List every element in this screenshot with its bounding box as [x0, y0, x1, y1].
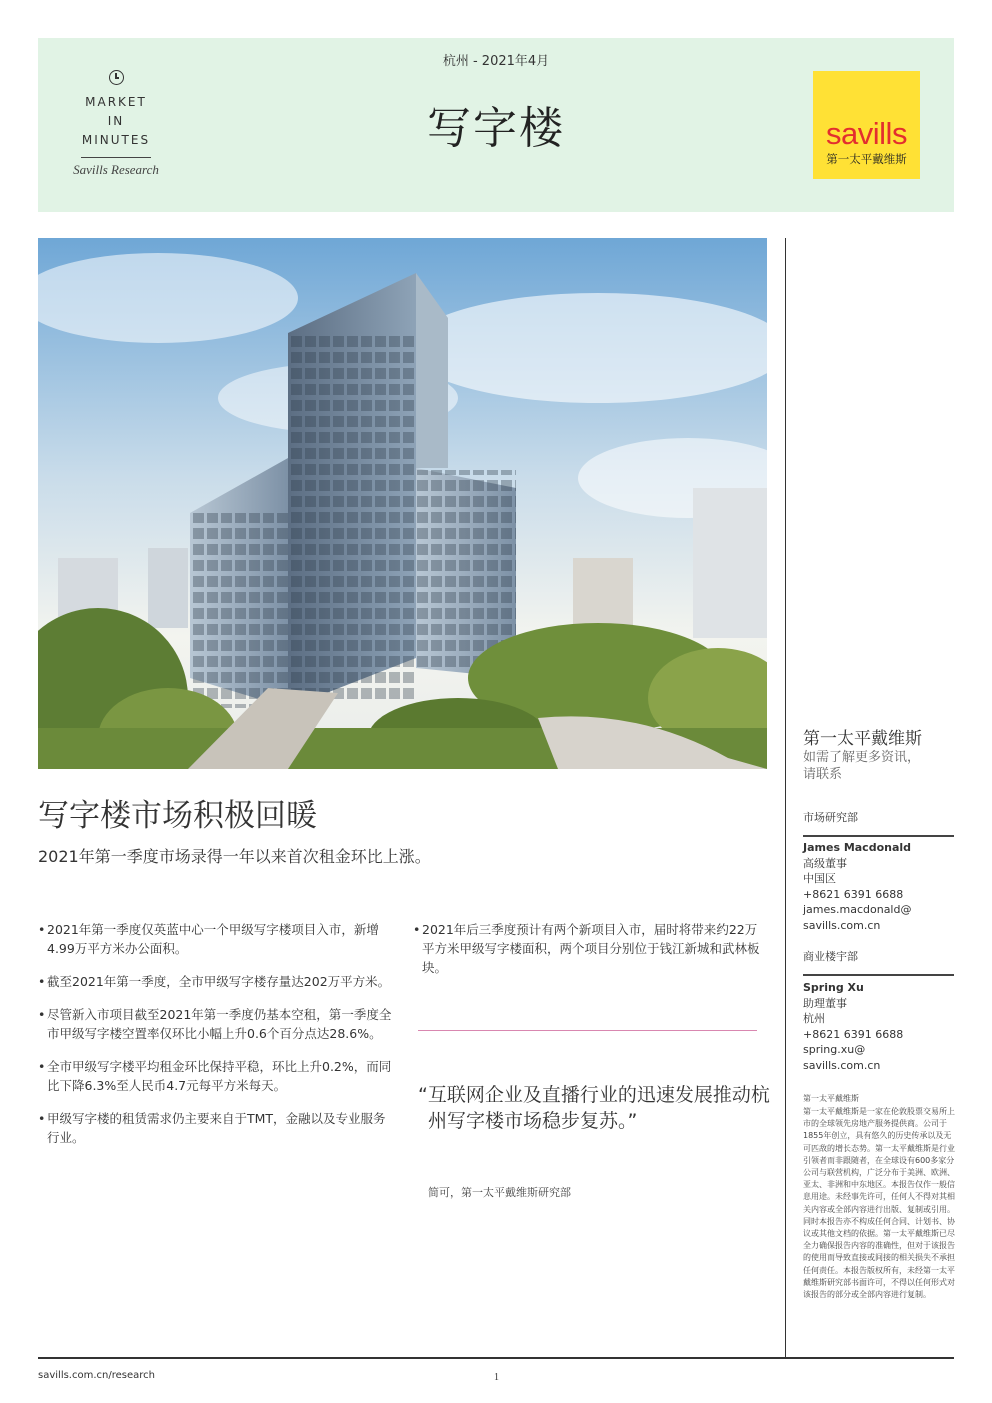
pull-quote: “互联网企业及直播行业的迅速发展推动杭州写字楼市场稳步复苏。”	[418, 1084, 770, 1132]
bullet-item: • 截至2021年第一季度，全市甲级写字楼存量达202万平方米。	[38, 972, 398, 991]
sidebar-dept-research: 市场研究部	[803, 811, 858, 824]
contact-email-1[interactable]: james.macdonald@	[803, 903, 912, 916]
sidebar-more-info	[803, 749, 954, 783]
bullet-item: • 2021年第一季度仅英蓝中心一个甲级写字楼项目入市，新增4.99万平方米办公面积。	[38, 920, 398, 958]
bullet-list-left	[38, 920, 398, 1161]
series-rule	[81, 157, 151, 158]
page-number: 1	[494, 1372, 499, 1383]
report-header	[38, 38, 954, 212]
report-subtitle: 杭州 - 2021年4月	[442, 54, 550, 69]
contact-region: 杭州	[803, 1012, 825, 1025]
disclaimer-heading: 第一太平戴维斯	[803, 1094, 859, 1103]
quote-divider	[418, 1030, 757, 1031]
contact-title: 高级董事	[803, 856, 847, 870]
office-tower-photo	[38, 238, 767, 769]
series-line-1: MARKET	[85, 95, 147, 109]
bullet-item: • 尽管新入市项目截至2021年第一季度仍基本空租，第一季度全市甲级写字楼空置率仅环比小幅上升0.6个百分点达28.6%。	[38, 1005, 398, 1043]
disclaimer-text: 第一太平戴维斯是一家在伦敦股票交易所上市的全球领先房地产服务提供商。公司于1855年创立，具有悠久的历史传承以及无可匹敌的增长态势。第一太平戴维斯是行业引领者而非跟随者，在全球设有600多家分公司与联营机构，广泛分布于美洲、欧洲、亚太、非洲和中东地区。本报告仅作一般信息用途。未经事先许可，任何人不得对其相关内容或全部内容进行出版、复制或引用。同时本报告亦不构成任何合同、计划书、协议或其他文档的依据。第一太平戴维斯已尽全力确保报告内容的准确性，但对于该报告的使用而导致直接或间接的相关损失不承担任何责任。本报告版权所有，未经第一太平戴维斯研究部书面许可，不得以任何形式对该报告的部分或全部内容进行复制。	[803, 1107, 955, 1300]
contact-name: Spring Xu	[803, 981, 864, 994]
sidebar-dept-commercial: 商业楼宇部	[803, 950, 858, 963]
footer-url[interactable]: savills.com.cn/research	[38, 1370, 155, 1381]
contact-name: James Macdonald	[803, 841, 912, 854]
sidebar-org: 第一太平戴维斯	[803, 729, 922, 749]
contact-email-1[interactable]: spring.xu@	[803, 1043, 866, 1056]
savills-logo	[813, 71, 920, 179]
more-info-line: 请联系	[803, 767, 843, 782]
main-headline: 写字楼市场积极回暖	[38, 798, 317, 834]
clock-icon	[109, 70, 124, 85]
series-line-3: MINUTES	[81, 133, 151, 147]
contact-phone[interactable]: +8621 6391 6688	[803, 887, 904, 901]
contact-phone[interactable]: +8621 6391 6688	[803, 1027, 904, 1041]
logo-cn-text: 第一太平戴维斯	[826, 152, 907, 166]
contact-spring	[803, 980, 954, 1073]
sidebar-rule	[803, 974, 954, 976]
contact-email-2[interactable]: savills.com.cn	[803, 918, 881, 932]
bullet-item: • 2021年后三季度预计有两个新项目入市，届时将带来约22万平方米甲级写字楼面积，两个项目分别位于钱江新城和武林板块。	[413, 920, 767, 977]
quote-source: 简可，第一太平戴维斯研究部	[428, 1186, 571, 1199]
bullet-item: • 全市甲级写字楼平均租金环比保持平稳，环比上升0.2%，而同比下降6.3%至人民币4.7元每平方米每天。	[38, 1057, 398, 1095]
contact-region: 中国区	[803, 872, 836, 885]
bullet-item: • 甲级写字楼的租赁需求仍主要来自于TMT，金融以及专业服务行业。	[38, 1109, 398, 1147]
report-title: 写字楼	[427, 103, 565, 154]
more-info-line: 如需了解更多资讯，	[803, 750, 921, 765]
sidebar-divider	[785, 238, 786, 1358]
footer-rule	[38, 1357, 954, 1359]
series-line-2: IN	[107, 114, 125, 128]
main-subheadline: 2021年第一季度市场录得一年以来首次租金环比上涨。	[38, 847, 431, 866]
logo-brand-text: savills	[826, 116, 907, 151]
contact-email-2[interactable]: savills.com.cn	[803, 1058, 881, 1072]
research-label: Savills Research	[73, 162, 159, 177]
bullet-list-right	[413, 920, 767, 991]
sidebar-rule	[803, 835, 954, 837]
contact-james	[803, 840, 954, 933]
contact-title: 助理董事	[803, 996, 847, 1010]
